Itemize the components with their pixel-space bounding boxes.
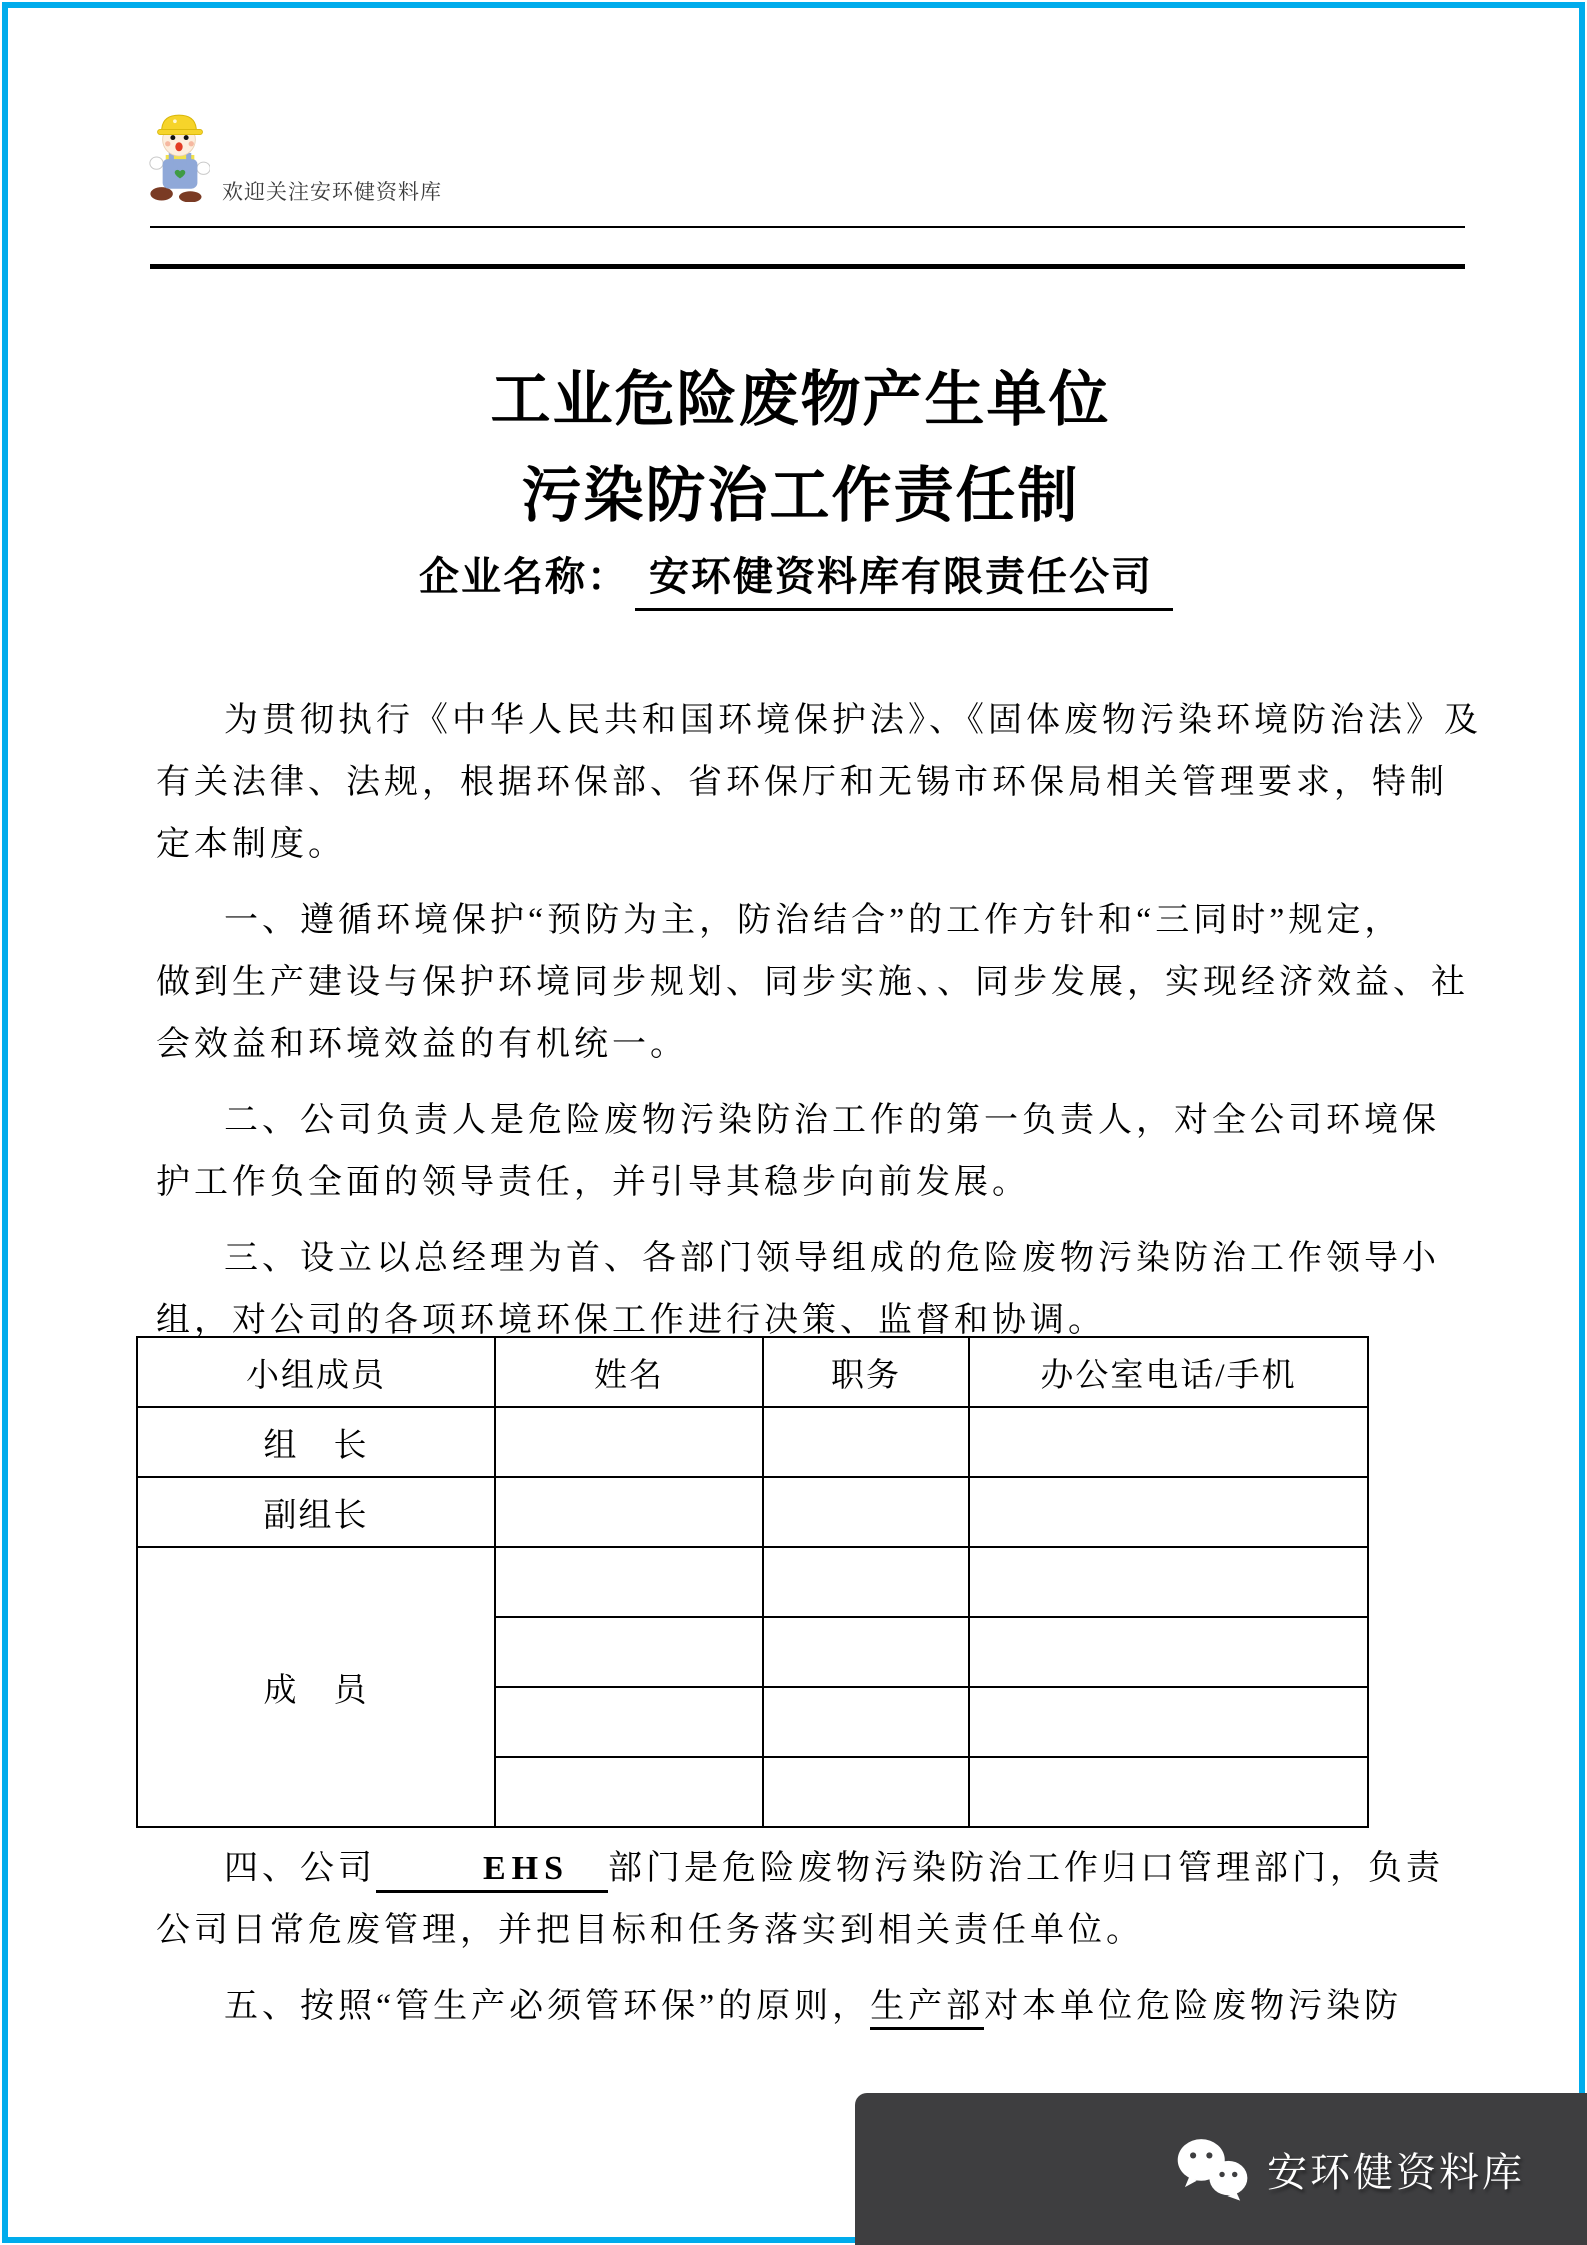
table-row-leader <box>137 1407 1368 1477</box>
footer-brand-bar <box>855 2093 1587 2245</box>
table-row-deputy <box>137 1477 1368 1547</box>
underlined-production-dept: 生产部 <box>870 1988 984 2030</box>
empty-cell <box>969 1407 1368 1477</box>
body-text-lower <box>156 1838 1486 2052</box>
paragraph-item-4 <box>156 1838 1486 1962</box>
company-line <box>419 545 1173 611</box>
company-label: 企业名称： <box>419 554 629 599</box>
empty-cell <box>969 1617 1368 1687</box>
table-row-member <box>137 1547 1368 1617</box>
paragraph-line: 有关法律、法规，根据环保部、省环保厅和无锡市环保局相关管理要求，特制 <box>156 764 1448 801</box>
empty-cell <box>969 1547 1368 1617</box>
empty-cell <box>763 1757 969 1827</box>
paragraph-line: 组，对公司的各项环境环保工作进行决策、监督和协调。 <box>156 1302 1106 1339</box>
empty-cell <box>495 1477 763 1547</box>
header-tagline: 欢迎关注安环健资料库 <box>222 181 442 204</box>
empty-cell <box>969 1687 1368 1757</box>
filled-blank-ehs: EHS <box>376 1849 608 1893</box>
empty-cell <box>763 1687 969 1757</box>
title-line-2: 污染防治工作责任制 <box>521 462 1080 529</box>
company-name: 安环健资料库有限责任公司 <box>635 545 1173 611</box>
empty-cell <box>763 1547 969 1617</box>
title-line-1: 工业危险废物产生单位 <box>490 366 1111 433</box>
footer-brand-text: 安环健资料库 <box>1267 2150 1525 2195</box>
header-rule-thick <box>150 264 1465 269</box>
para5-prefix: 五、按照“管生产必须管环保”的原则， <box>224 1988 871 2025</box>
paragraph-intro <box>156 690 1486 876</box>
para4-prefix: 四、公司 <box>224 1850 376 1887</box>
para5-suffix: 对本单位危险废物污染防 <box>984 1988 1403 2025</box>
empty-cell <box>495 1617 763 1687</box>
empty-cell <box>969 1757 1368 1827</box>
table-header-members: 小组成员 <box>137 1337 495 1407</box>
paragraph-line: 一、遵循环境保护“预防为主，防治结合”的工作方针和“三同时”规定， <box>224 902 1403 939</box>
paragraph-line: 护工作负全面的领导责任，并引导其稳步向前发展。 <box>156 1164 1030 1201</box>
table-header-phone: 办公室电话/手机 <box>969 1337 1368 1407</box>
paragraph-line: 公司日常危废管理，并把目标和任务落实到相关责任单位。 <box>156 1912 1144 1949</box>
row-label-members: 成 员 <box>137 1547 495 1827</box>
empty-cell <box>495 1757 763 1827</box>
empty-cell <box>495 1407 763 1477</box>
paragraph-line <box>156 1838 1486 1900</box>
para4-suffix: 部门是危险废物污染防治工作归口管理部门，负责 <box>608 1850 1444 1887</box>
leadership-group-table <box>136 1336 1369 1828</box>
paragraph-item-3 <box>156 1228 1486 1352</box>
paragraph-line: 做到生产建设与保护环境同步规划、同步实施、、同步发展，实现经济效益、社 <box>156 964 1469 1001</box>
paragraph-line: 二、公司负责人是危险废物污染防治工作的第一负责人，对全公司环境保 <box>224 1102 1440 1139</box>
paragraph-item-5 <box>156 1976 1486 2038</box>
paragraph-line: 为贯彻执行《中华人民共和国环境保护法》、《固体废物污染环境防治法》及 <box>224 702 1482 739</box>
paragraph-line: 定本制度。 <box>156 826 346 863</box>
empty-cell <box>763 1477 969 1547</box>
header-rule-thin <box>150 226 1465 228</box>
table-header-name: 姓名 <box>495 1337 763 1407</box>
table-header-row <box>137 1337 1368 1407</box>
paragraph-item-2 <box>156 1090 1486 1214</box>
body-text-upper <box>156 690 1486 1366</box>
empty-cell <box>763 1617 969 1687</box>
empty-cell <box>969 1477 1368 1547</box>
safety-worker-mascot-icon <box>148 110 210 202</box>
paragraph-line: 三、设立以总经理为首、各部门领导组成的危险废物污染防治工作领导小 <box>224 1240 1440 1277</box>
wechat-icon <box>1175 2136 1251 2202</box>
paragraph-line: 会效益和环境效益的有机统一。 <box>156 1026 688 1063</box>
empty-cell <box>763 1407 969 1477</box>
empty-cell <box>495 1547 763 1617</box>
row-label-leader: 组 长 <box>137 1407 495 1477</box>
empty-cell <box>495 1687 763 1757</box>
row-label-deputy: 副组长 <box>137 1477 495 1547</box>
document-title <box>136 352 1465 544</box>
paragraph-line <box>156 1976 1486 2038</box>
table-header-position: 职务 <box>763 1337 969 1407</box>
paragraph-item-1 <box>156 890 1486 1076</box>
